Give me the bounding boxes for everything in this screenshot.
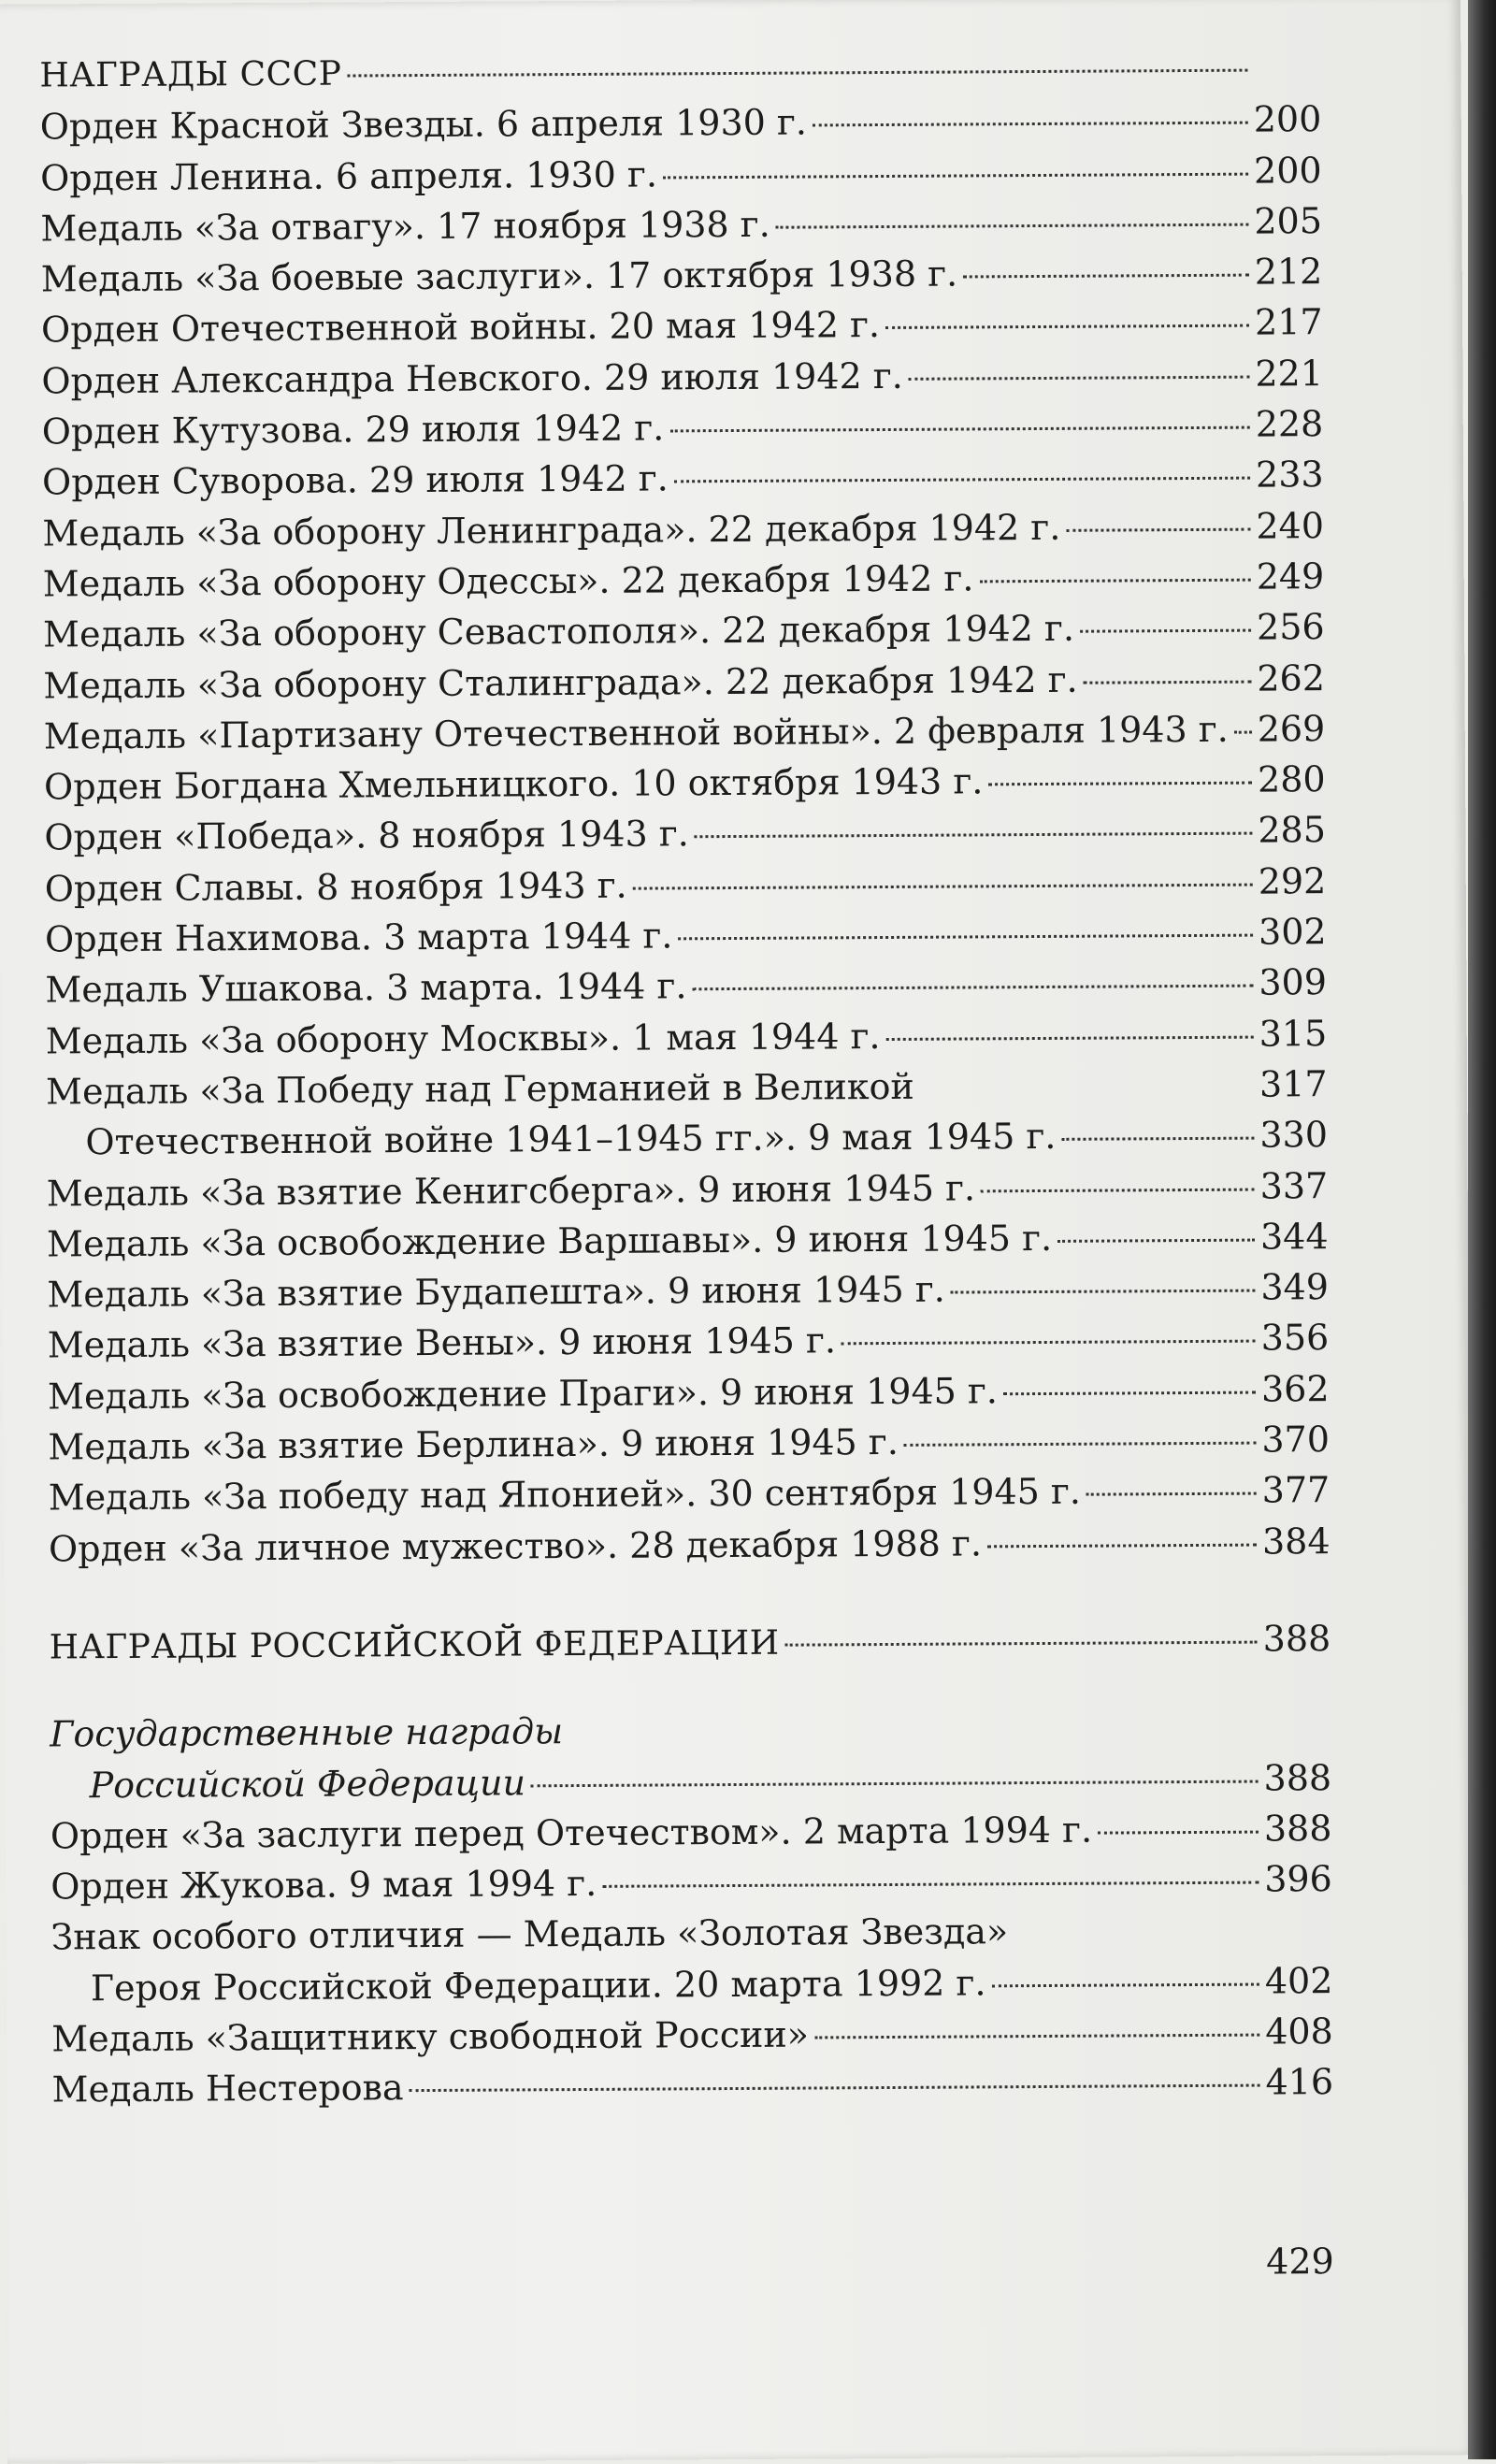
toc-entry (47, 1261, 1328, 1320)
entry-title: Медаль «За Победу над Германией в Великой (45, 1065, 914, 1113)
toc-entry (45, 906, 1326, 965)
entry-page: 212 (1254, 251, 1323, 293)
entry-page: 330 (1259, 1114, 1329, 1156)
entry-page: 337 (1259, 1164, 1329, 1207)
entry-page: 349 (1260, 1266, 1330, 1308)
leader-dots (347, 69, 1247, 78)
entry-title: Медаль «За оборону Одессы». 22 декабря 1942 г. (42, 557, 974, 605)
leader-dots (410, 2084, 1260, 2093)
entry-page: 221 (1255, 352, 1324, 395)
leader-dots (1084, 680, 1252, 684)
entry-title: Медаль «За боевые заслуги». 17 октября 1938 г. (40, 252, 958, 300)
entry-page: 292 (1258, 859, 1327, 902)
section-title: НАГРАДЫ РОССИЙСКОЙ ФЕДЕРАЦИИ (49, 1623, 780, 1667)
leader-dots (776, 223, 1249, 229)
toc-entry (46, 1008, 1327, 1067)
toc-entry (51, 2056, 1332, 2115)
entry-title: Орден «Победа». 8 ноября 1943 г. (44, 813, 689, 858)
entry-page: 315 (1259, 1012, 1328, 1055)
section-title: НАГРАДЫ СССР (39, 54, 342, 95)
entry-title: Орден Ленина. 6 апреля. 1930 г. (39, 153, 658, 199)
entry-page: 396 (1264, 1858, 1332, 1900)
leader-dots (842, 1340, 1256, 1346)
entry-title: Орден Богдана Хмельницкого. 10 октября 1943 г. (43, 760, 984, 808)
entry-page: 416 (1265, 2061, 1334, 2103)
russian-section-heading (50, 1613, 1331, 1672)
toc-entry-gold-star-line1 (50, 1904, 1331, 1963)
entry-page: 388 (1263, 1756, 1332, 1799)
entry-page: 217 (1254, 301, 1323, 344)
toc-entry (48, 1414, 1329, 1473)
leader-dots (692, 985, 1253, 991)
entry-page: 356 (1260, 1317, 1330, 1359)
leader-dots (963, 274, 1249, 279)
entry-page: 240 (1256, 504, 1325, 547)
leader-dots (663, 172, 1248, 179)
toc-entry (45, 856, 1326, 915)
subsection-title: Государственные награды (50, 1710, 564, 1755)
entry-title: Медаль «За освобождение Праги». 9 июня 1945 г. (47, 1370, 999, 1418)
entry-title: Орден Нахимова. 3 марта 1944 г. (44, 915, 673, 960)
russian-items-after-list (51, 2006, 1333, 2115)
entry-page: 309 (1259, 961, 1328, 1003)
toc-entry-victory-line2 (46, 1109, 1327, 1168)
entry-title: Медаль «Партизану Отечественной войны». 2 февраля 1943 г. (43, 708, 1229, 757)
toc-entry (50, 1853, 1331, 1912)
leader-dots (991, 1982, 1259, 1987)
leader-dots (1066, 527, 1250, 531)
leader-dots (531, 1780, 1259, 1787)
entry-page: 233 (1255, 454, 1324, 496)
page-number: 429 (1266, 2241, 1334, 2283)
entry-page: 388 (1263, 1807, 1332, 1850)
entry-page: 256 (1256, 606, 1325, 648)
toc-entry (40, 145, 1321, 204)
entry-title: Медаль Нестерова (51, 2067, 404, 2111)
entry-title: Медаль «За отвагу». 17 ноября 1938 г. (40, 203, 770, 250)
toc-entry (48, 1313, 1329, 1372)
entry-title: Орден «За личное мужество». 28 декабря 1988 г. (48, 1521, 983, 1570)
leader-dots (988, 782, 1252, 786)
toc-entry (44, 754, 1325, 813)
leader-dots (1003, 1391, 1256, 1395)
leader-dots (813, 122, 1248, 127)
entry-title: Медаль «За оборону Сталинграда». 22 декабря 1942 г. (43, 658, 1078, 707)
entry-page: 317 (1259, 1063, 1328, 1105)
entry-title: Медаль «Защитнику свободной России» (51, 2013, 810, 2060)
entry-page: 200 (1253, 149, 1322, 192)
leader-dots (885, 324, 1249, 329)
toc-entry (47, 1160, 1328, 1219)
subsection-heading-line1 (50, 1701, 1331, 1760)
entry-page: 384 (1261, 1520, 1331, 1563)
toc-entry (44, 703, 1325, 762)
entry-page: 228 (1255, 403, 1324, 445)
entry-title: Орден Жукова. 9 мая 1994 г. (50, 1863, 597, 1908)
toc-entry (42, 450, 1323, 509)
entry-page: 370 (1261, 1419, 1331, 1461)
toc-entry-victory-line1 (46, 1059, 1327, 1117)
toc-entry (45, 957, 1326, 1016)
russian-items-list (50, 1803, 1332, 1912)
toc-entry (43, 601, 1324, 660)
soviet-items-after-list (47, 1160, 1331, 1575)
entry-title: Медаль «За взятие Будапешта». 9 июня 1945 г. (47, 1268, 945, 1316)
toc-entry (42, 500, 1323, 559)
toc-entry (43, 551, 1324, 610)
toc-entry (49, 1464, 1330, 1523)
toc-entry (47, 1211, 1328, 1270)
table-of-contents (39, 43, 1332, 2115)
entry-title: Медаль «За взятие Кенигсберга». 9 июня 1945 г. (46, 1166, 976, 1215)
leader-dots (951, 1290, 1256, 1294)
leader-dots (886, 1035, 1254, 1040)
entry-page: 344 (1259, 1215, 1329, 1258)
toc-entry (50, 1803, 1331, 1862)
toc-entry (41, 246, 1322, 305)
subsection-title: Российской Федерации (89, 1761, 526, 1806)
leader-dots (1061, 1137, 1254, 1141)
leader-dots (814, 2034, 1259, 2039)
entry-page: 285 (1258, 809, 1327, 852)
leader-dots (674, 477, 1250, 483)
book-spine-shadow (1468, 0, 1496, 2459)
entry-title: Орден Отечественной войны. 20 мая 1942 г. (40, 304, 881, 351)
entry-title: Орден Кутузова. 29 июля 1942 г. (41, 407, 665, 453)
toc-entry (44, 805, 1325, 864)
entry-title: Медаль «За победу над Японией». 30 сентября 1945 г. (48, 1471, 1082, 1519)
leader-dots (785, 1640, 1258, 1646)
entry-page: 205 (1254, 200, 1323, 242)
entry-title: Медаль Ушакова. 3 марта. 1944 г. (45, 965, 687, 1011)
soviet-section-heading (39, 43, 1320, 102)
leader-dots (1234, 730, 1252, 733)
entry-title: Медаль «За взятие Вены». 9 июня 1945 г. (47, 1319, 837, 1366)
leader-dots (1098, 1830, 1259, 1834)
toc-entry (51, 2006, 1332, 2065)
entry-title: Орден Суворова. 29 июля 1942 г. (41, 457, 669, 503)
entry-title: Орден Славы. 8 ноября 1943 г. (44, 864, 627, 910)
leader-dots (981, 1188, 1255, 1192)
entry-title: Орден Александра Невского. 29 июля 1942 г. (41, 354, 903, 402)
leader-dots (1086, 1492, 1257, 1496)
entry-page: 402 (1264, 1959, 1333, 2002)
toc-entry (41, 297, 1322, 356)
leader-dots (669, 426, 1249, 433)
entry-title: Медаль «За оборону Севастополя». 22 декабря 1942 г. (42, 608, 1075, 656)
entry-title: Медаль «За оборону Москвы». 1 мая 1944 г. (45, 1015, 881, 1062)
leader-dots (979, 579, 1250, 584)
soviet-items-list (40, 94, 1327, 1066)
entry-title: Орден «За заслуги перед Отечеством». 2 марта 1994 г. (50, 1808, 1093, 1857)
entry-page: 200 (1253, 98, 1322, 140)
entry-title: Отечественной войне 1941–1945 гг.». 9 мая 1945 г. (85, 1116, 1057, 1163)
entry-title: Медаль «За оборону Ленинграда». 22 декабря 1942 г. (42, 506, 1061, 555)
leader-dots (1080, 629, 1251, 633)
toc-entry-gold-star-line2 (51, 1955, 1332, 2014)
entry-title: Знак особого отличия — Медаль «Золотая Звезда» (50, 1910, 1009, 1958)
leader-dots (904, 1442, 1257, 1447)
leader-dots (695, 832, 1253, 839)
entry-page: 249 (1256, 555, 1325, 598)
leader-dots (987, 1543, 1257, 1548)
toc-entry (48, 1363, 1329, 1422)
entry-page: 262 (1257, 656, 1326, 699)
entry-title: Медаль «За взятие Берлина». 9 июня 1945 г. (48, 1420, 899, 1468)
leader-dots (1057, 1238, 1255, 1242)
entry-page: 377 (1261, 1469, 1331, 1511)
entry-title: Медаль «За освобождение Варшавы». 9 июня 1945 г. (46, 1217, 1053, 1265)
leader-dots (633, 883, 1253, 889)
entry-page: 280 (1257, 758, 1326, 800)
entry-page: 362 (1260, 1367, 1330, 1410)
toc-entry (49, 1516, 1330, 1575)
entry-page: 388 (1262, 1618, 1331, 1660)
subsection-heading-line2 (50, 1752, 1331, 1811)
entry-page: 302 (1258, 911, 1327, 953)
toc-entry (40, 94, 1321, 152)
leader-dots (678, 934, 1253, 941)
leader-dots (909, 375, 1250, 380)
toc-entry (40, 195, 1321, 254)
entry-title: Героя Российской Федерации. 20 марта 1992 г. (90, 1962, 986, 2009)
leader-dots (602, 1881, 1259, 1888)
entry-page: 269 (1257, 707, 1326, 750)
toc-entry (43, 653, 1324, 712)
toc-entry (42, 398, 1323, 457)
entry-page: 408 (1265, 2010, 1333, 2053)
toc-entry (41, 348, 1322, 407)
entry-title: Орден Красной Звезды. 6 апреля 1930 г. (39, 101, 808, 148)
